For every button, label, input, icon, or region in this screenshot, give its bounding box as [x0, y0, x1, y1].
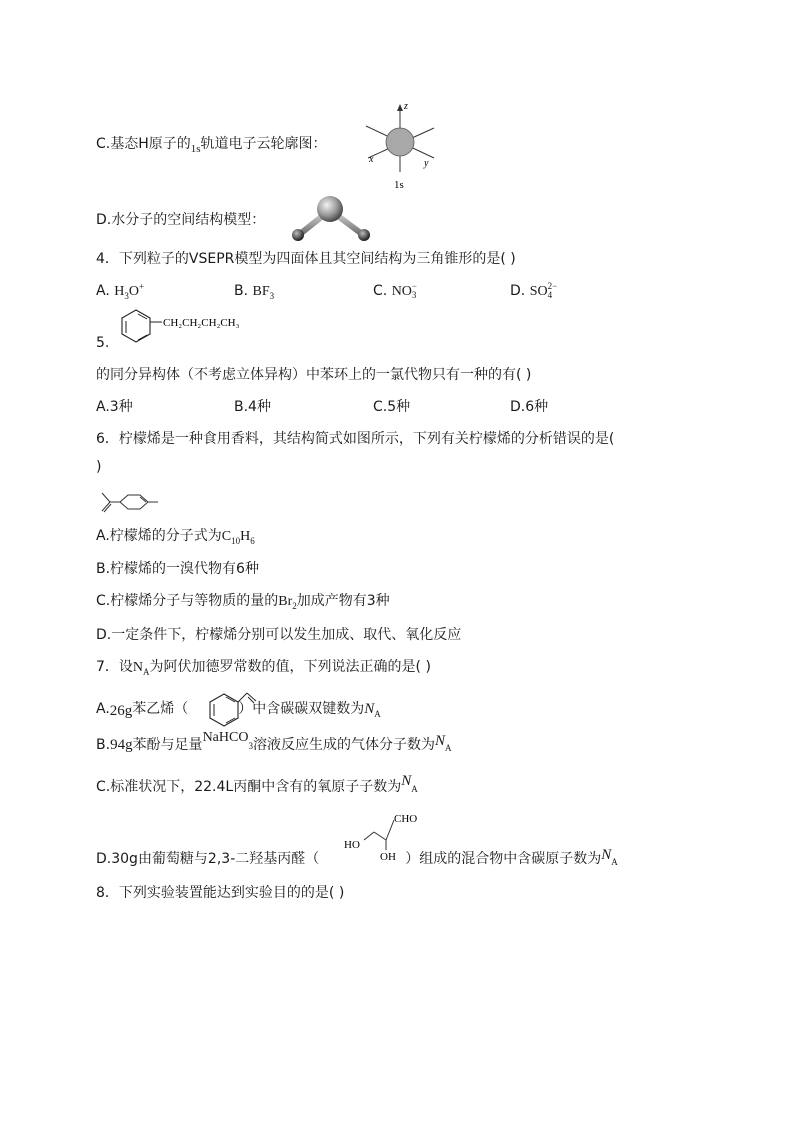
q7-option-a: A.26g苯乙烯（ ）中含碳碳双键数为$N_A$: [96, 701, 381, 719]
ho-label: HO: [344, 839, 360, 851]
q6-option-a: A.柠檬烯的分子式为$C_{10}H_6$: [96, 528, 255, 546]
q4-option-c: C. NO − 3: [373, 281, 417, 300]
q6-stem-close: ): [96, 459, 102, 475]
cho-label: CHO: [394, 813, 418, 825]
q7-option-d: D.30g由葡萄糖与2,3-二羟基丙醛（ ）组成的混合物中含碳原子数为$N_A$: [96, 847, 618, 867]
q5-option-c: C.5种: [373, 399, 411, 415]
q3-option-c: C.基态H原子的$_{1s}$轨道电子云轮廓图：: [96, 136, 327, 155]
q4-option-a: A. $H_3O^+$: [96, 281, 145, 301]
x-axis-label: x: [369, 154, 374, 165]
q7-stem: 7．设$N_A$为阿伏加德罗常数的值，下列说法正确的是( ): [96, 659, 431, 677]
orbital-label: 1s: [190, 143, 201, 155]
q4-option-d: D. SO 2− 4: [510, 281, 558, 300]
q5-option-b: B.4种: [234, 399, 271, 415]
water-molecule-model: [288, 194, 374, 244]
butylbenzene-structure: [116, 309, 272, 345]
1s-orbital-figure: [360, 100, 440, 192]
q5-option-d: D.6种: [510, 399, 549, 415]
q7-option-c: C.标准状况下，22.4L丙酮中含有的氧原子子数为$N_A$: [96, 773, 418, 795]
oh-label: OH: [380, 851, 396, 863]
q7-option-b: B.94g苯酚与足量NaHCO$_3$溶液反应生成的气体分子数为$N_A$: [96, 730, 452, 753]
q5-stem: 的同分异构体（不考虑立体异构）中苯环上的一氯代物只有一种的有( ): [96, 367, 532, 383]
y-axis-label: y: [424, 158, 429, 169]
q5-number: 5.: [96, 335, 110, 351]
q8-stem: 8．下列实验装置能达到实验目的的是( ): [96, 885, 345, 901]
butyl-chain-label: CH₂CH₂CH₂CH₃: [163, 317, 240, 329]
q4-option-b: B. $BF_3$: [234, 283, 275, 301]
q6-stem: 6．柠檬烯是一种食用香料，其结构简式如图所示，下列有关柠檬烯的分析错误的是(: [96, 431, 615, 447]
q6-option-d: D.一定条件下，柠檬烯分别可以发生加成、取代、氧化反应: [96, 627, 462, 643]
limonene-structure: [100, 490, 164, 516]
q6-option-b: B.柠檬烯的一溴代物有6种: [96, 561, 259, 577]
styrene-structure: [206, 688, 262, 728]
z-axis-label: z: [404, 101, 408, 112]
q6-option-c: C.柠檬烯分子与等物质的量的$Br_2$加成产物有3种: [96, 593, 390, 611]
q3-option-d: D.水分子的空间结构模型：: [96, 212, 266, 228]
orbital-caption: 1s: [394, 179, 404, 191]
q4-stem: 4．下列粒子的VSEPR模型为四面体且其空间结构为三角锥形的是( ): [96, 251, 516, 267]
q5-option-a: A.3种: [96, 399, 133, 415]
